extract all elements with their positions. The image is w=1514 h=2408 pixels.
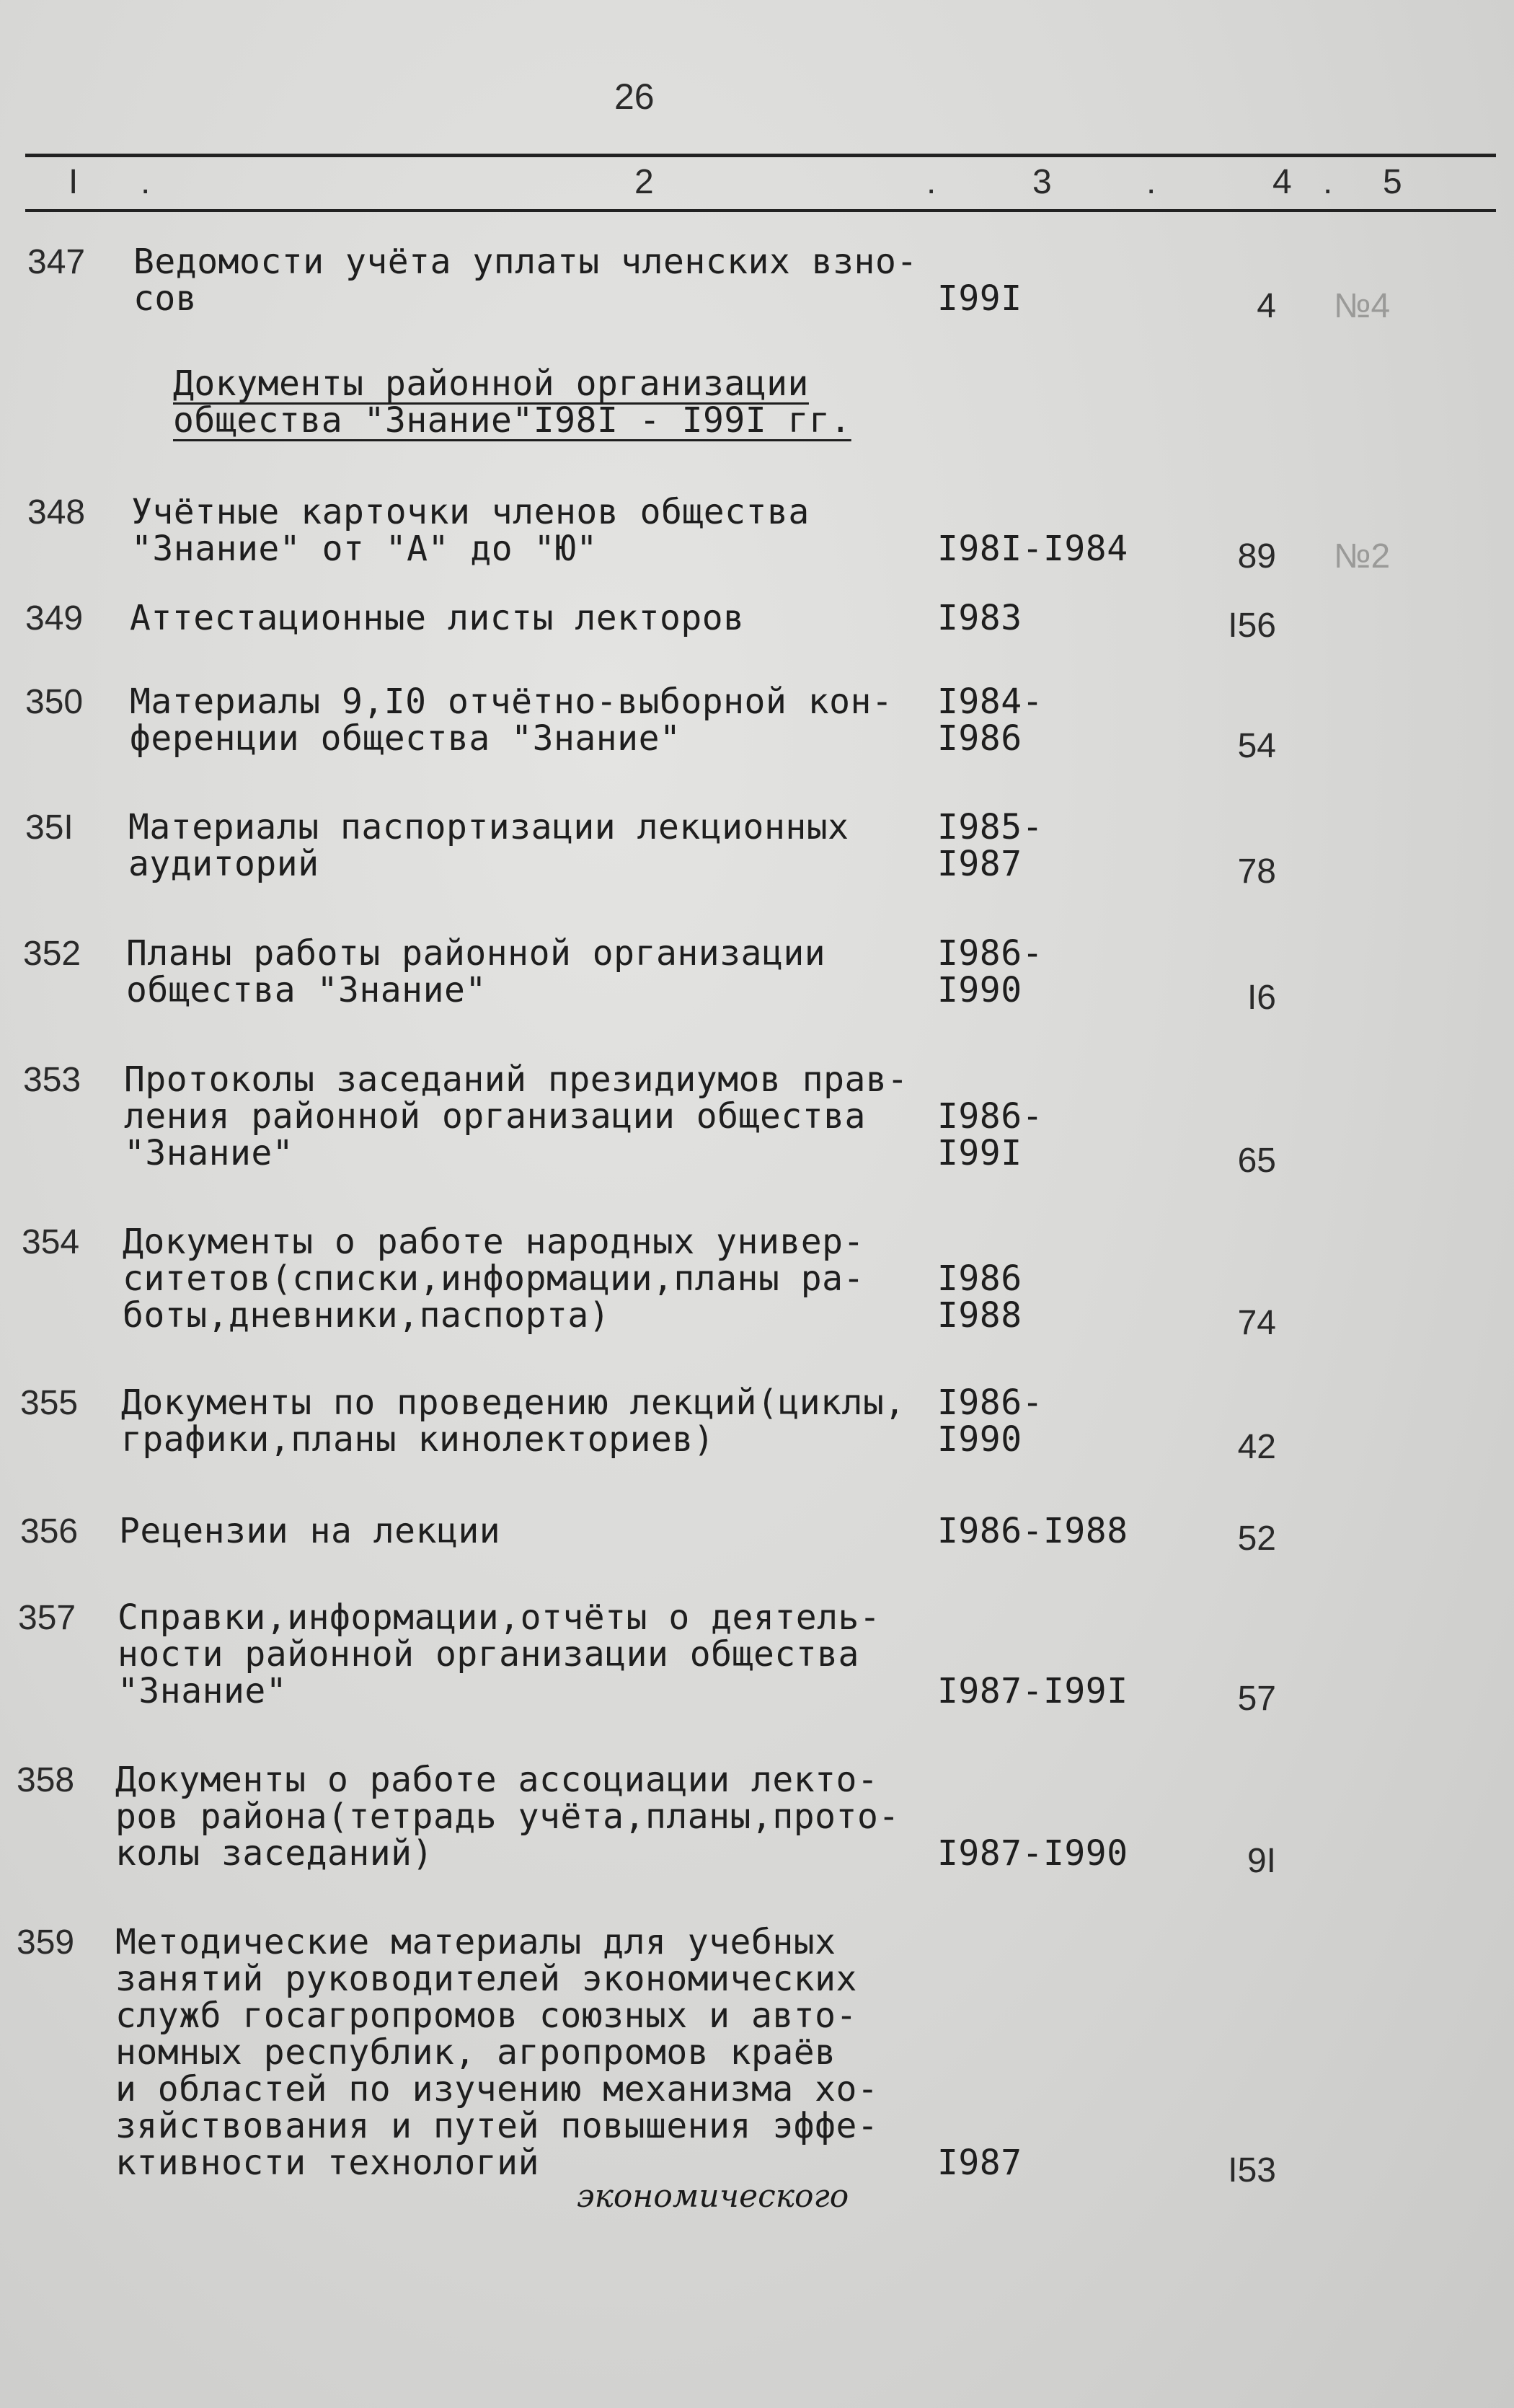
entry-title-line: ления районной организации общества xyxy=(124,1096,866,1137)
entry-number: 357 xyxy=(18,1599,76,1637)
entry-title-line: Методические материалы для учебных xyxy=(115,1922,836,1962)
entry-number: 350 xyxy=(25,683,84,721)
entry-number: 356 xyxy=(20,1512,79,1551)
entry-title-line: служб госагропромов союзных и авто- xyxy=(115,1995,857,2036)
entry-number: 347 xyxy=(27,243,86,281)
entry-title-line: Учётные карточки членов общества xyxy=(131,492,810,532)
entry-title-line: Документы о работе ассоциации лекто- xyxy=(115,1760,879,1800)
section-heading-line: общества "Знание"I98I - I99I гг. xyxy=(173,400,851,441)
entry-dates: I986-I988 xyxy=(937,1511,1128,1551)
entry-dates: I98I-I984 xyxy=(937,529,1128,569)
entry-title-line: Протоколы заседаний президиумов прав- xyxy=(124,1059,908,1100)
entry-title-line: аудиторий xyxy=(128,844,319,884)
entry-sheet-count: 89 xyxy=(1237,537,1276,575)
header-separator: . xyxy=(141,163,151,201)
entry-sheet-count: 78 xyxy=(1237,852,1276,891)
entry-sheet-count: 9I xyxy=(1247,1842,1276,1880)
entry-box-mark: №4 xyxy=(1334,287,1391,325)
entry-title-line: зяйствования и путей повышения эффе- xyxy=(115,2106,879,2146)
entry-number: 35I xyxy=(25,808,74,847)
entry-dates: I990 xyxy=(937,1419,1022,1460)
entry-title-line: Аттестационные листы лекторов xyxy=(130,598,745,638)
header-col-4: 4 xyxy=(1272,163,1292,201)
entry-title-line: занятий руководителей экономических xyxy=(115,1959,857,1999)
entry-title-line: Материалы 9,I0 отчётно-выборной кон- xyxy=(130,682,893,722)
entry-dates: I986- xyxy=(937,933,1043,974)
entry-number: 355 xyxy=(20,1384,79,1422)
entry-title-line: колы заседаний) xyxy=(115,1833,433,1874)
entry-sheet-count: 4 xyxy=(1257,287,1276,325)
handwritten-note: экономического xyxy=(577,2178,849,2215)
entry-dates: I985- xyxy=(937,807,1043,847)
header-separator: . xyxy=(926,163,937,201)
entry-dates: I987-I990 xyxy=(937,1833,1128,1874)
entry-dates: I988 xyxy=(937,1295,1022,1336)
entry-dates: I986- xyxy=(937,1382,1043,1423)
entry-dates: I986 xyxy=(937,718,1022,759)
entry-box-mark: №2 xyxy=(1334,537,1391,575)
entry-title-line: сов xyxy=(133,278,198,319)
entry-sheet-count: I53 xyxy=(1228,2151,1276,2189)
entry-sheet-count: I6 xyxy=(1247,979,1276,1017)
entry-title-line: ров района(тетрадь учёта,планы,прото- xyxy=(115,1796,900,1837)
entry-title-line: ктивности технологий xyxy=(115,2143,539,2183)
entry-title-line: Документы по проведению лекций(циклы, xyxy=(121,1382,906,1423)
entry-number: 359 xyxy=(17,1923,75,1962)
entry-number: 352 xyxy=(23,935,81,973)
entry-sheet-count: 42 xyxy=(1237,1428,1276,1466)
header-top-rule xyxy=(25,154,1496,157)
entry-title-line: общества "Знание" xyxy=(126,970,487,1010)
entry-title-line: боты,дневники,паспорта) xyxy=(123,1295,611,1336)
entry-title-line: "Знание" от "А" до "Ю" xyxy=(131,529,598,569)
entry-title-line: номных республик, агропромов краёв xyxy=(115,2032,836,2073)
header-col-1: I xyxy=(68,163,79,201)
entry-title-line: и областей по изучению механизма хо- xyxy=(115,2069,879,2109)
entry-title-line: Справки,информации,отчёты о деятель- xyxy=(118,1597,881,1638)
entry-title-line: "Знание" xyxy=(118,1671,288,1711)
header-separator: . xyxy=(1323,163,1333,201)
entry-title-line: "Знание" xyxy=(124,1133,294,1173)
entry-title-line: Материалы паспортизации лекционных xyxy=(128,807,849,847)
entry-title-line: графики,планы кинолекториев) xyxy=(121,1419,715,1460)
entry-sheet-count: 65 xyxy=(1237,1142,1276,1180)
entry-sheet-count: I56 xyxy=(1228,607,1276,645)
entry-number: 349 xyxy=(25,599,84,638)
header-col-3: 3 xyxy=(1032,163,1052,201)
header-col-2: 2 xyxy=(634,163,654,201)
entry-sheet-count: 57 xyxy=(1237,1680,1276,1718)
entry-sheet-count: 52 xyxy=(1237,1520,1276,1558)
entry-number: 358 xyxy=(17,1761,75,1799)
entry-title-line: ситетов(списки,информации,планы ра- xyxy=(123,1258,864,1299)
entry-dates: I987-I99I xyxy=(937,1671,1128,1711)
entry-title-line: ности районной организации общества xyxy=(118,1634,859,1675)
entry-dates: I987 xyxy=(937,2143,1022,2183)
page-number: 26 xyxy=(614,76,655,117)
entry-sheet-count: 54 xyxy=(1237,727,1276,765)
entry-dates: I984- xyxy=(937,682,1043,722)
entry-title-line: ференции общества "Знание" xyxy=(130,718,681,759)
entry-dates: I986- xyxy=(937,1096,1043,1137)
entry-sheet-count: 74 xyxy=(1237,1304,1276,1342)
entry-dates: I986 xyxy=(937,1258,1022,1299)
entry-dates: I99I xyxy=(937,278,1022,319)
section-heading-line: Документы районной организации xyxy=(173,363,809,404)
entry-title-line: Документы о работе народных универ- xyxy=(123,1222,864,1262)
entry-number: 353 xyxy=(23,1061,81,1099)
entry-dates: I987 xyxy=(937,844,1022,884)
entry-dates: I99I xyxy=(937,1133,1022,1173)
header-bottom-rule xyxy=(25,209,1496,212)
entry-title-line: Планы работы районной организации xyxy=(126,933,826,974)
entry-title-line: Ведомости учёта уплаты членских взно- xyxy=(133,242,918,282)
entry-dates: I983 xyxy=(937,598,1022,638)
header-col-5: 5 xyxy=(1383,163,1402,201)
entry-number: 354 xyxy=(22,1223,80,1261)
entry-title-line: Рецензии на лекции xyxy=(119,1511,501,1551)
header-separator: . xyxy=(1146,163,1156,201)
entry-number: 348 xyxy=(27,493,86,532)
entry-dates: I990 xyxy=(937,970,1022,1010)
